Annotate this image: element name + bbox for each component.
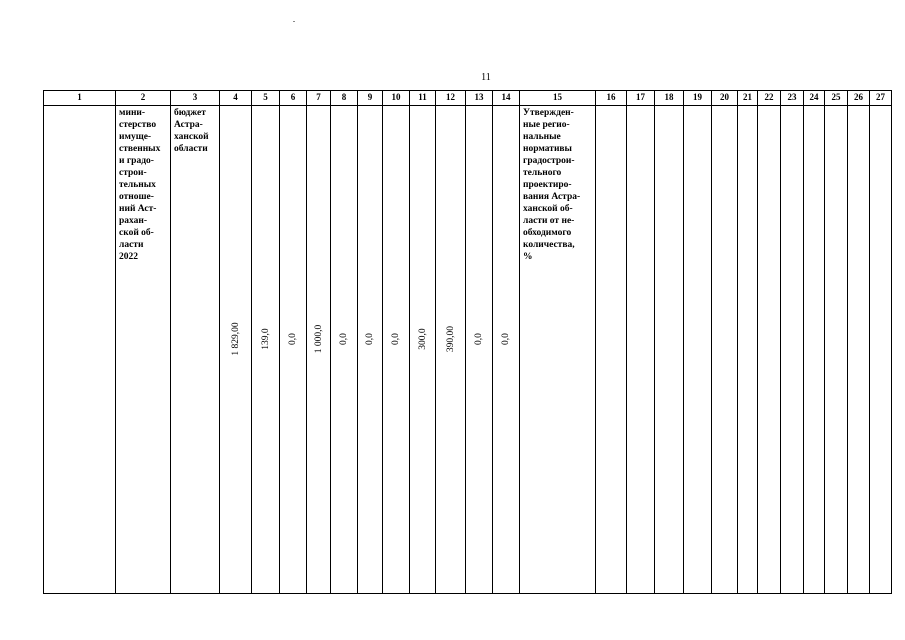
page-number: 11: [481, 72, 491, 83]
col-number: 13: [466, 91, 493, 106]
col-number: 23: [781, 91, 804, 106]
empty-cell: [781, 106, 804, 594]
col-number: 8: [331, 91, 358, 106]
cell-value-4: 1 829,00: [220, 106, 252, 594]
empty-cell: [655, 106, 684, 594]
empty-cell: [804, 106, 825, 594]
cell-value-9: 0,0: [358, 106, 383, 594]
col-number: 22: [758, 91, 781, 106]
col-number: 1: [44, 91, 116, 106]
cell-value-11: 300,0: [410, 106, 436, 594]
col-number: 6: [280, 91, 307, 106]
header-row: [44, 91, 892, 106]
col-number: 2: [116, 91, 171, 106]
col-number: 20: [712, 91, 738, 106]
col-number: 18: [655, 91, 684, 106]
col-number: 10: [383, 91, 410, 106]
cell-value-14: 0,0: [493, 106, 520, 594]
col-number: 7: [307, 91, 331, 106]
col-number: 11: [410, 91, 436, 106]
col-number: 26: [848, 91, 870, 106]
col-number: 27: [870, 91, 892, 106]
col-number: 16: [596, 91, 627, 106]
col-number: 17: [627, 91, 655, 106]
empty-cell: [825, 106, 848, 594]
empty-cell: [848, 106, 870, 594]
table-row: [44, 106, 892, 594]
cell-value-5: 139,0: [252, 106, 280, 594]
data-table: [43, 90, 892, 594]
cell-value-10: 0,0: [383, 106, 410, 594]
col-number: 15: [520, 91, 596, 106]
col-number: 19: [684, 91, 712, 106]
col-number: 3: [171, 91, 220, 106]
cell-value-13: 0,0: [466, 106, 493, 594]
col-number: 14: [493, 91, 520, 106]
cell-col1: [44, 106, 116, 594]
empty-cell: [627, 106, 655, 594]
cell-value-6: 0,0: [280, 106, 307, 594]
empty-cell: [596, 106, 627, 594]
scan-speck: [293, 21, 295, 22]
cell-value-7: 1 000,0: [307, 106, 331, 594]
empty-cell: [870, 106, 892, 594]
cell-indicator: Утвержден- ные регио- нальные нормативы градострои- тельного проектиро- вания Астра- ханской об- ласти от не- обходимого количества, %: [520, 106, 596, 594]
empty-cell: [684, 106, 712, 594]
col-number: 4: [220, 91, 252, 106]
empty-cell: [712, 106, 738, 594]
cell-funding-source: бюджет Астра- ханской области: [171, 106, 220, 594]
cell-value-12: 390,00: [436, 106, 466, 594]
col-number: 5: [252, 91, 280, 106]
col-number: 9: [358, 91, 383, 106]
cell-value-8: 0,0: [331, 106, 358, 594]
col-number: 24: [804, 91, 825, 106]
col-number: 25: [825, 91, 848, 106]
col-number: 21: [738, 91, 758, 106]
empty-cell: [738, 106, 758, 594]
cell-responsible-body: мини- стерство имуще- ственных и градо- строи- тельных отноше- ний Аст- рахан- ской об- ласти 2022: [116, 106, 171, 594]
col-number: 12: [436, 91, 466, 106]
empty-cell: [758, 106, 781, 594]
